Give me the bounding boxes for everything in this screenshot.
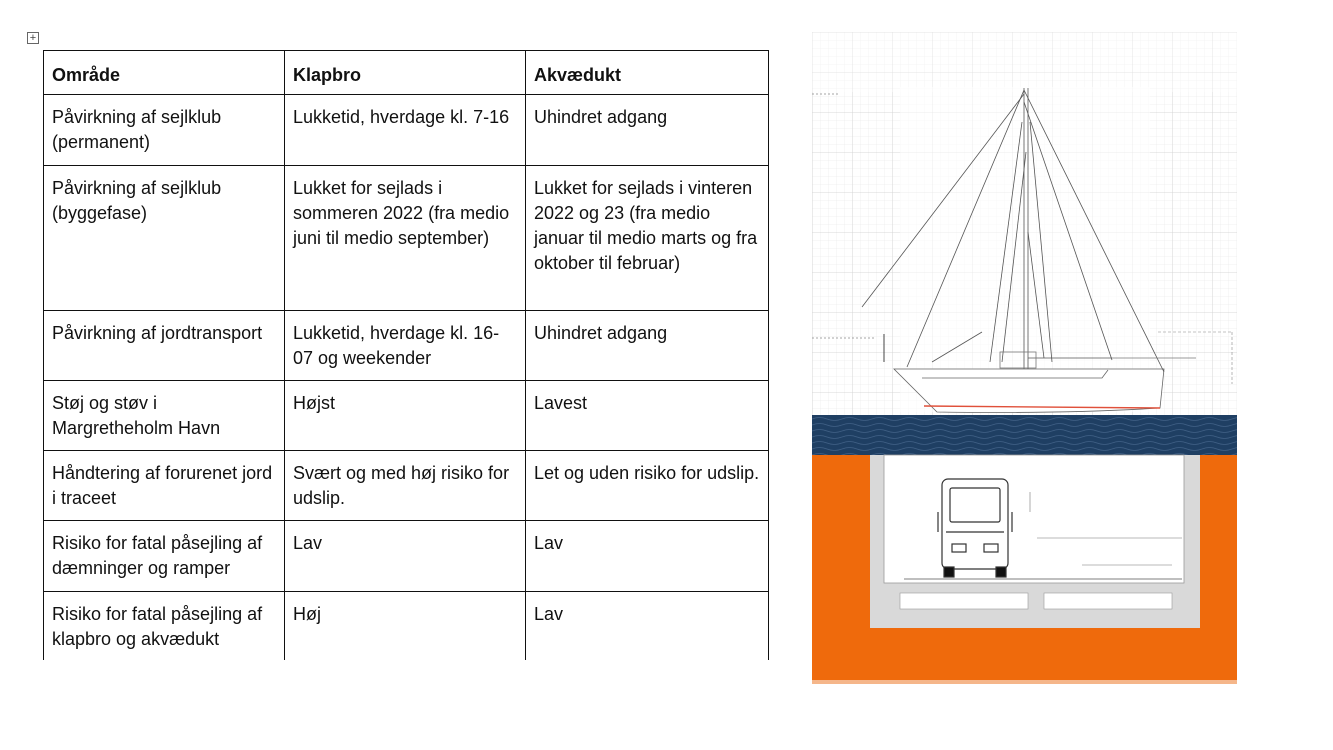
table-cell: Påvirkning af sejlklub (byggefase): [44, 166, 285, 311]
table-cell: Påvirkning af jordtransport: [44, 311, 285, 381]
table-cell: Svært og med høj risiko for udslip.: [285, 451, 526, 521]
header-omraade: Område: [44, 51, 285, 95]
table-cell: Lav: [526, 521, 769, 592]
table-row: [44, 381, 769, 451]
table-row: [44, 95, 769, 166]
sailboat-aqueduct-cross-section-figure: [812, 32, 1237, 684]
table-cell: Håndtering af forurenet jord i traceet: [44, 451, 285, 521]
table-cell: Højst: [285, 381, 526, 451]
table-cell: Påvirkning af sejlklub (permanent): [44, 95, 285, 166]
table-row: [44, 451, 769, 521]
table-cell: Lukket for sejlads i vinteren 2022 og 23 (fra medio januar til medio marts og fra oktober til februar): [526, 166, 769, 311]
table-header-row: [44, 51, 769, 95]
table-row: [44, 311, 769, 381]
table-move-handle-icon[interactable]: +: [27, 32, 39, 44]
header-akvaedukt: Akvædukt: [526, 51, 769, 95]
table-cell: Uhindret adgang: [526, 311, 769, 381]
table-cell: Lav: [526, 592, 769, 661]
table-row: [44, 166, 769, 311]
table-cell: Risiko for fatal påsejling af dæmninger og ramper: [44, 521, 285, 592]
table-cell: Lukketid, hverdage kl. 16-07 og weekender: [285, 311, 526, 381]
table-cell: Lav: [285, 521, 526, 592]
table-cell: Lukketid, hverdage kl. 7-16: [285, 95, 526, 166]
table-cell: Let og uden risiko for udslip.: [526, 451, 769, 521]
table-cell: Risiko for fatal påsejling af klapbro og akvædukt: [44, 592, 285, 661]
comparison-table: [43, 50, 769, 660]
table-cell: Lavest: [526, 381, 769, 451]
table-row: [44, 521, 769, 592]
table-cell: Høj: [285, 592, 526, 661]
table-cell: Lukket for sejlads i sommeren 2022 (fra medio juni til medio september): [285, 166, 526, 311]
table-cell: Støj og støv i Margretheholm Havn: [44, 381, 285, 451]
table-row: [44, 592, 769, 661]
header-klapbro: Klapbro: [285, 51, 526, 95]
table-cell: Uhindret adgang: [526, 95, 769, 166]
